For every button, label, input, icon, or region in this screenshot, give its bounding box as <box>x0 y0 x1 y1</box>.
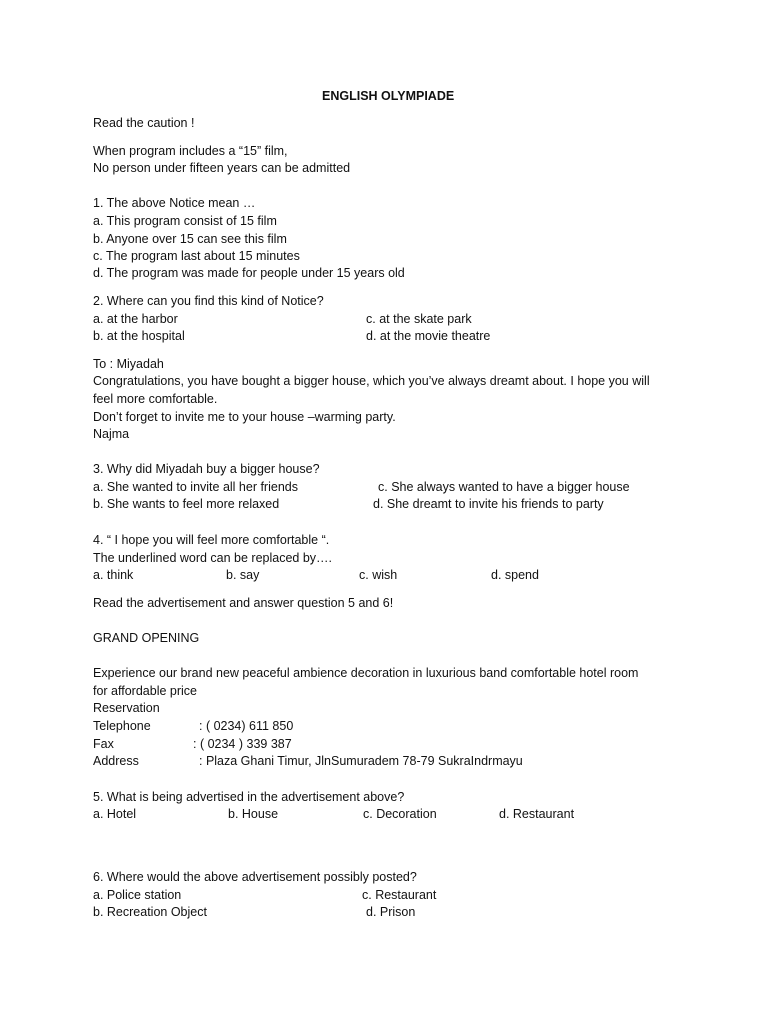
question-2-option-c: c. at the skate park <box>366 312 472 326</box>
question-6-option-c: c. Restaurant <box>362 888 437 902</box>
question-5-option-a: a. Hotel <box>93 807 137 821</box>
telephone-label: Telephone <box>93 719 151 733</box>
fax-value: : ( 0234 ) 339 387 <box>193 737 292 751</box>
question-4-option-d: d. spend <box>491 568 539 582</box>
telephone-value: : ( 0234) 611 850 <box>199 719 294 733</box>
letter-recipient: To : Miyadah <box>93 357 164 371</box>
advertisement-line: Experience our brand new peaceful ambience decoration in luxurious band comfortable hotel room <box>93 666 639 680</box>
advertisement-instruction: Read the advertisement and answer question 5 and 6! <box>93 596 394 610</box>
question-3-option-a: a. She wanted to invite all her friends <box>93 480 298 494</box>
caution-heading: Read the caution ! <box>93 116 195 130</box>
question-3-option-b: b. She wants to feel more relaxed <box>93 497 280 511</box>
question-4-option-a: a. think <box>93 568 134 582</box>
question-2-option-a: a. at the harbor <box>93 312 178 326</box>
fax-label: Fax <box>93 737 114 751</box>
advertisement-heading: GRAND OPENING <box>93 631 200 645</box>
question-1-stem: 1. The above Notice mean … <box>93 196 256 210</box>
question-6-stem: 6. Where would the above advertisement possibly posted? <box>93 870 417 884</box>
question-6-option-d: d. Prison <box>366 905 416 919</box>
letter-line: Congratulations, you have bought a bigger house, which you’ve always dreamt about. I hope you will <box>93 374 650 388</box>
question-2-option-d: d. at the movie theatre <box>366 329 491 343</box>
question-1-option-c: c. The program last about 15 minutes <box>93 249 300 263</box>
question-1-option-b: b. Anyone over 15 can see this film <box>93 232 287 246</box>
question-5-stem: 5. What is being advertised in the advertisement above? <box>93 790 405 804</box>
question-4-subtext: The underlined word can be replaced by…. <box>93 551 333 565</box>
question-3-option-d: d. She dreamt to invite his friends to party <box>373 497 604 511</box>
address-label: Address <box>93 754 139 768</box>
question-2-option-b: b. at the hospital <box>93 329 185 343</box>
question-3-stem: 3. Why did Miyadah buy a bigger house? <box>93 462 320 476</box>
caution-line: No person under fifteen years can be admitted <box>93 161 351 175</box>
caution-line: When program includes a “15” film, <box>93 144 288 158</box>
question-4-option-b: b. say <box>226 568 260 582</box>
question-3-option-c: c. She always wanted to have a bigger house <box>378 480 630 494</box>
letter-line: feel more comfortable. <box>93 392 218 406</box>
question-2-stem: 2. Where can you find this kind of Notice? <box>93 294 324 308</box>
question-1-option-a: a. This program consist of 15 film <box>93 214 277 228</box>
question-5-option-b: b. House <box>228 807 279 821</box>
letter-line: Don’t forget to invite me to your house –warming party. <box>93 410 396 424</box>
advertisement-line: for affordable price <box>93 684 197 698</box>
question-5-option-c: c. Decoration <box>363 807 437 821</box>
question-5-option-d: d. Restaurant <box>499 807 575 821</box>
question-1-option-d: d. The program was made for people under 15 years old <box>93 266 405 280</box>
address-value: : Plaza Ghani Timur, JlnSumuradem 78-79 SukraIndrmayu <box>199 754 523 768</box>
question-6-option-b: b. Recreation Object <box>93 905 207 919</box>
page-title: ENGLISH OLYMPIADE <box>322 89 455 103</box>
question-4-stem: 4. “ I hope you will feel more comfortable “. <box>93 533 330 547</box>
question-6-option-a: a. Police station <box>93 888 182 902</box>
advertisement-reservation: Reservation <box>93 701 160 715</box>
question-4-option-c: c. wish <box>359 568 398 582</box>
letter-signature: Najma <box>93 427 130 441</box>
